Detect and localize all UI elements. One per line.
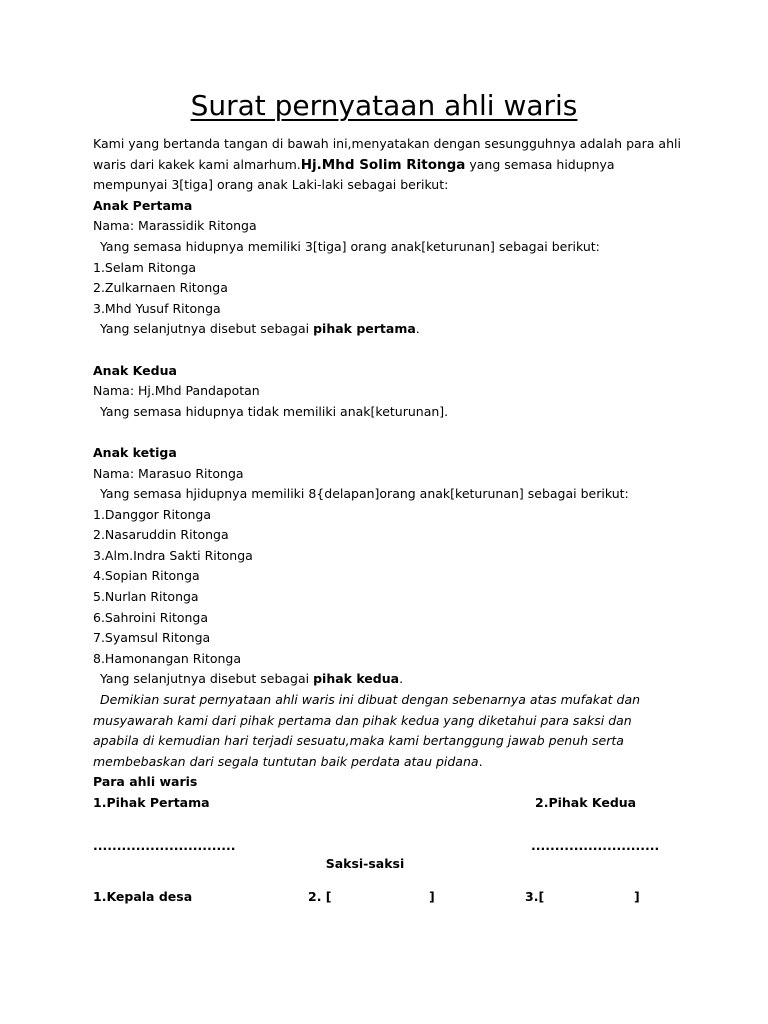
anak2-heading: Anak Kedua [93,362,177,378]
anak3-closing-term: pihak kedua [313,671,400,687]
anak3-closing [93,669,693,690]
intro-line-2 [93,155,693,176]
statement-line-4-end: . [478,753,483,769]
anak1-name: Nama: Marassidik Ritonga [93,218,257,234]
list-item: 8.Hamonangan Ritonga [93,650,242,666]
list-item: 3.Mhd Yusuf Ritonga [93,300,221,316]
list-item: 2.Zulkarnaen Ritonga [93,280,228,296]
statement-line-3: apabila di kemudian hari terjadi sesuatu,maka kami bertanggung jawab penuh serta [93,733,624,749]
statement-line-4 [93,752,693,773]
anak3-heading: Anak ketiga [93,444,177,460]
anak3-closing-text: Yang selanjutnya disebut sebagai [100,671,314,687]
list-item: 1.Danggor Ritonga [93,506,211,522]
list-item: 4.Sopian Ritonga [93,568,200,584]
blank-line [93,422,693,443]
intro-line-2-end: yang semasa hidupnya [465,156,615,172]
list-item: 3.Alm.Indra Sakti Ritonga [93,547,253,563]
pihak-kedua-label: 2.Pihak Kedua [535,795,637,810]
deceased-name: Hj.Mhd Solim Ritonga [300,156,466,173]
intro-line-1: Kami yang bertanda tangan di bawah ini,menyatakan dengan sesungguhnya adalah para ahli [93,136,681,151]
list-item: 5.Nurlan Ritonga [93,589,199,605]
signature-line-pihak-pertama: .............................. [93,838,236,853]
intro-line-3: mempunyai 3[tiga] orang anak Laki-laki sebagai berikut: [93,177,449,193]
signature-line-pihak-kedua: ........................... [531,838,660,853]
anak2-desc: Yang semasa hidupnya tidak memiliki anak[keturunan]. [100,403,449,419]
signatures-heading: Para ahli waris [93,774,198,790]
statement-line-4-text: membebaskan dari segala tuntutan baik perdata atau pidana [93,753,479,769]
anak3-desc: Yang semasa hjidupnya memiliki 8{delapan]orang anak[keturunan] sebagai berikut: [100,486,629,502]
list-item: 6.Sahroini Ritonga [93,609,209,625]
anak1-closing [93,319,693,340]
anak1-desc: Yang semasa hidupnya memiliki 3[tiga] orang anak[keturunan] sebagai berikut: [100,238,600,254]
anak1-closing-term: pihak pertama [313,321,416,337]
statement-line-2: musyawarah kami dari pihak pertama dan pihak kedua yang diketahui para saksi dan [93,712,632,728]
saksi-kepala-desa: 1.Kepala desa [93,889,193,904]
document-body [93,134,693,793]
list-item: 7.Syamsul Ritonga [93,630,211,646]
anak2-name: Nama: Hj.Mhd Pandapotan [93,383,260,399]
anak3-closing-end: . [399,671,404,687]
list-item: 2.Nasaruddin Ritonga [93,527,229,543]
saksi-heading: Saksi-saksi [325,856,405,871]
document-title: Surat pernyataan ahli waris [190,89,578,122]
saksi-3-open: 3.[ [525,889,545,904]
anak1-closing-text: Yang selanjutnya disebut sebagai [100,321,314,337]
intro-line-2-start: waris dari kakek kami almarhum. [93,156,301,172]
blank-line [93,340,693,361]
list-item: 1.Selam Ritonga [93,259,197,275]
anak1-heading: Anak Pertama [93,197,193,213]
statement-line-1: Demikian surat pernyataan ahli waris ini dibuat dengan sebenarnya atas mufakat dan [100,692,641,708]
anak1-closing-end: . [415,321,420,337]
pihak-pertama-label: 1.Pihak Pertama [93,795,210,810]
saksi-2-open: 2. [ [308,889,332,904]
saksi-3-close: ] [634,889,640,904]
anak3-name: Nama: Marasuo Ritonga [93,465,244,481]
saksi-2-close: ] [429,889,435,904]
